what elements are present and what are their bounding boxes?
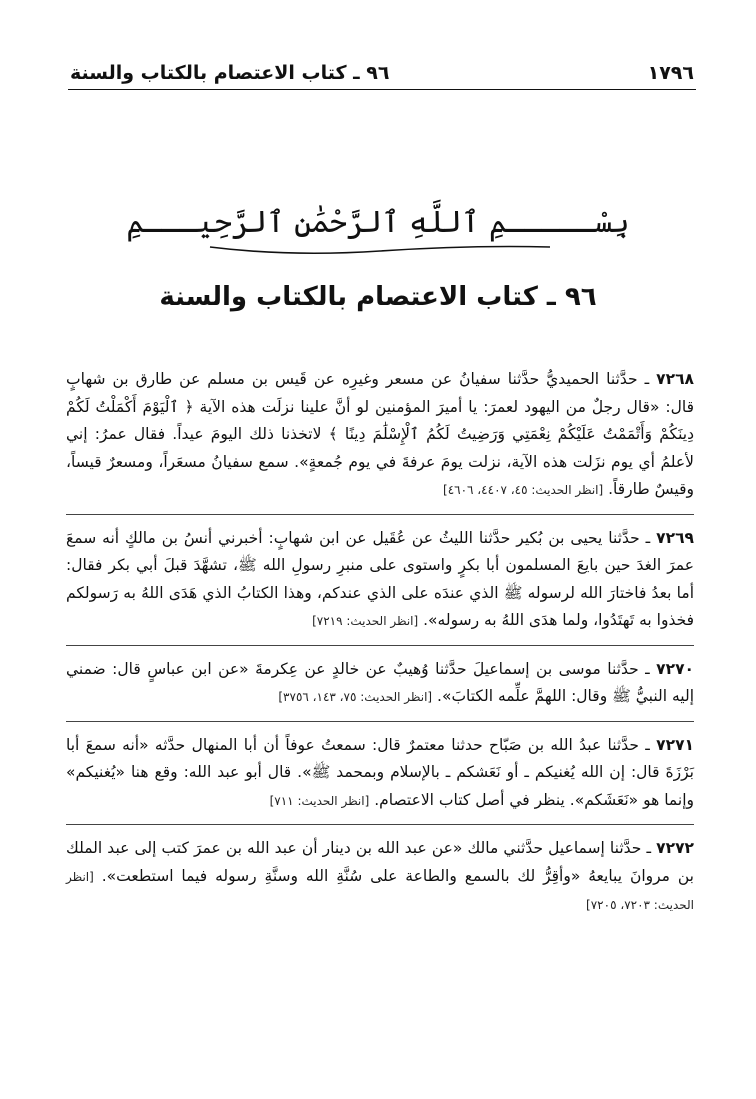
- hadith-number: ٧٢٧٢: [656, 839, 694, 857]
- hadith-entry: [66, 525, 694, 636]
- hadith-text: ـ حدَّثنا موسى بن إسماعيلَ حدَّثنا وُهيبٌ عن خالدٍ عن عِكرمةَ «عن ابن عباسٍ قال: ضمني إليه النبيُّ ﷺ وقال: اللهمَّ علِّمه الكتابَ».: [66, 659, 694, 705]
- divider: [66, 645, 694, 646]
- hadith-reference: [انظر الحديث: ٧٥، ١٤٣، ٣٧٥٦]: [278, 690, 433, 704]
- header-rule: [68, 89, 696, 90]
- page-number: ١٧٩٦: [647, 62, 694, 84]
- book-title: ٩٦ ـ كتاب الاعتصام بالكتاب والسنة: [159, 282, 597, 312]
- hadith-number: ٧٢٦٩: [656, 528, 694, 547]
- hadith-number: ٧٢٧١: [656, 735, 694, 754]
- hadith-number: ٧٢٦٨: [656, 370, 694, 388]
- divider: [66, 514, 694, 515]
- divider: [66, 721, 694, 722]
- hadith-text: ـ حدَّثنا الحميديُّ حدَّثنا سفيانُ عن مسعر وغيرِه عن قَيس بن مسلم عن طارق بن شهابٍ قال: «قال رجلٌ من اليهود لعمرَ: يا أميرَ المؤمنين لو أنَّ علينا نزلَت هذه الآية ﴿ ٱلْيَوْمَ أَكْمَلْتُ لَكُمْ دِينَكُمْ وَأَتْمَمْتُ عَلَيْكُمْ نِعْمَتِي وَرَضِيتُ لَكُمُ ٱلْإِسْلَٰمَ دِينًا ﴾ لاتخذنا ذلك اليومَ عيداً. فقال عمرُ: إني لأعلمُ أي يوم نزَلت هذه الآية، نزلت يومَ عرفةَ في يوم جُمعةٍ». سمع سفيانُ مسعَراً، ومسعرٌ قيساً، وقيسٌ طارقاً.: [66, 370, 694, 498]
- basmala-flourish: [200, 243, 560, 257]
- hadith-text: ـ حدَّثنا عبدُ الله بن صَبّاح حدثنا معتمرٌ قال: سمعتُ عوفاً أن أبا المنهال حدَّثه «أنه سمعَ أبا بَرْزَةَ قال: إن الله يُغنيكم ـ أو نَعَشكم ـ بالإسلام وبمحمد ﷺ». قال أبو عبد الله: وقع هنا «يُغنيكم» وإنما هو «نَعَشَكم». ينظر في أصل كتاب الاعتصام.: [66, 735, 694, 809]
- running-title: ٩٦ ـ كتاب الاعتصام بالكتاب والسنة: [70, 62, 390, 84]
- hadith-entry: [66, 366, 694, 505]
- hadith-reference: [انظر الحديث: ٤٥، ٤٤٠٧، ٤٦٠٦]: [443, 483, 604, 497]
- page-header: [70, 60, 694, 86]
- hadith-reference: [انظر الحديث: ٧١١]: [269, 793, 370, 808]
- hadith-reference: [انظر الحديث: ٧٢٠٣، ٧٢٠٥]: [66, 869, 694, 912]
- divider: [66, 824, 694, 825]
- hadith-entry: [66, 732, 694, 816]
- hadith-list: [66, 366, 694, 929]
- hadith-reference: [انظر الحديث: ٧٢١٩]: [312, 614, 419, 628]
- hadith-text: ـ حدَّثنا إسماعيل حدَّثني مالك «عن عبد الله بن دينار أن عبد الله بن عمرَ كتب إلى عبد الملك بن مروانَ يبايعهُ «وأقِرُّ لك بالسمع والطاعة على سُنَّةِ الله وسنَّةِ رسوله فيما استطعت».: [66, 839, 694, 885]
- basmala: بِسْـــــمِ ٱللَّهِ ٱلرَّحْمَٰنِ ٱلرَّحِيـــمِ: [126, 205, 630, 240]
- hadith-text: ـ حدَّثنا يحيى بن بُكير حدَّثنا الليثُ عن عُقَيل عن ابن شهابٍ: أخبرني أنسُ بن مالكٍ أنه سمعَ عمرَ الغدَ حين بايعَ المسلمون أبا بكرٍ واستوى على منبرِ رسولِ الله ﷺ، تشهَّدَ قبلَ أبي بكر فقال: أما بعدُ فاختارَ الله لرسوله ﷺ الذي عندَه على الذي عندكم، وهذا الكتابُ الذي هَدَى اللهُ به رَسولكم فخذوا به تَهتَدُوا، ولما هدَى اللهُ به رسوله».: [66, 528, 694, 629]
- hadith-entry: [66, 656, 694, 712]
- hadith-number: ٧٢٧٠: [656, 659, 694, 678]
- hadith-entry: [66, 835, 694, 920]
